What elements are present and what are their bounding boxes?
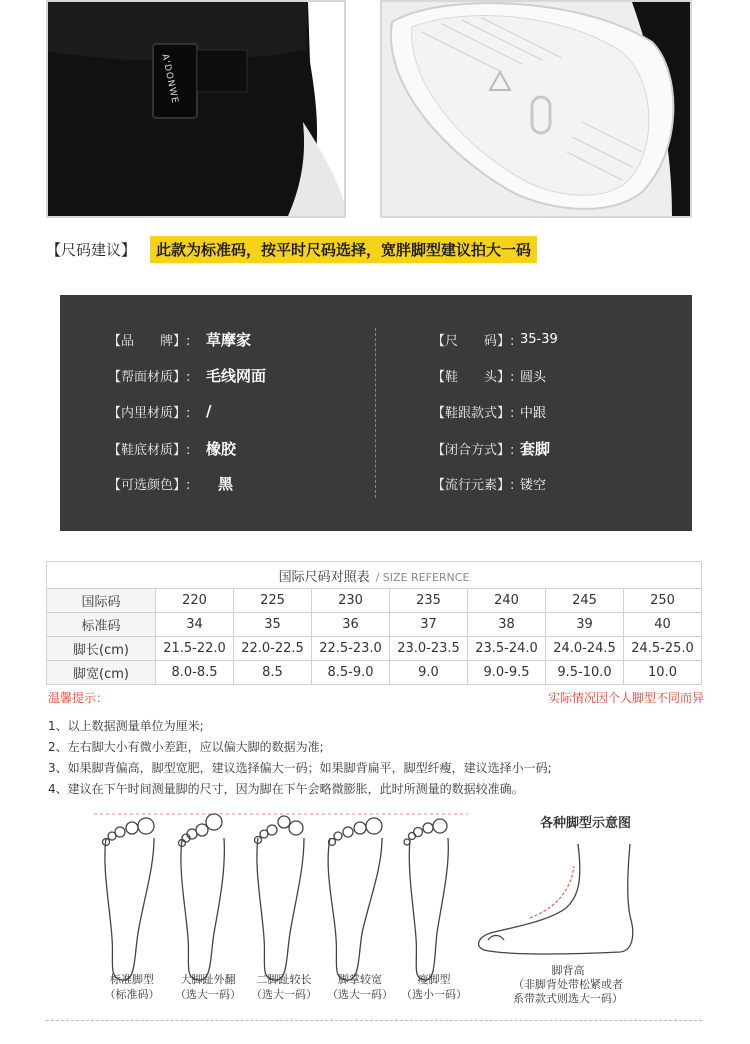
table-cell: 9.5-10.0 xyxy=(546,661,624,685)
table-row xyxy=(47,661,702,685)
table-cell: 240 xyxy=(468,589,546,613)
sock-shoe-illustration xyxy=(48,2,344,216)
table-cell: 8.5-9.0 xyxy=(312,661,390,685)
size-advice xyxy=(46,236,537,262)
sole-illustration xyxy=(382,2,690,216)
size-table-title: 国际尺码对照表 xyxy=(278,569,370,585)
spec-value: 草摩家 xyxy=(206,330,252,349)
spec-value: 毛线网面 xyxy=(206,366,267,385)
table-row xyxy=(47,613,702,637)
size-advice-text: 此款为标准码，按平时尺码选择，宽胖脚型建议拍大一码 xyxy=(150,236,537,263)
spec-value: 中跟 xyxy=(520,405,547,421)
spec-style xyxy=(432,471,546,495)
spec-sole-material xyxy=(108,436,236,460)
bottom-divider xyxy=(46,1020,702,1021)
foot-type-name: 二脚趾较长 xyxy=(256,973,312,986)
table-cell: 24.0-24.5 xyxy=(546,637,624,661)
table-cell: 245 xyxy=(546,589,624,613)
spec-brand xyxy=(108,327,251,351)
row-header: 脚长(cm) xyxy=(47,637,156,661)
foot-type-name: 标准脚型 xyxy=(110,973,154,986)
spec-heel xyxy=(432,399,546,423)
list-item: 1、以上数据测量单位为厘米; xyxy=(48,719,204,733)
notes-list xyxy=(48,716,552,800)
table-cell: 36 xyxy=(312,613,390,637)
spec-value: 橡胶 xyxy=(206,439,237,458)
size-table-subtitle: / SIZE REFERNCE xyxy=(375,570,470,584)
spec-key: 【鞋 头】: xyxy=(432,369,515,385)
foot-type-advice: （选小一码） xyxy=(401,988,467,1001)
spec-value: 圆头 xyxy=(520,369,547,385)
table-cell: 235 xyxy=(390,589,468,613)
table-cell: 8.5 xyxy=(234,661,312,685)
row-header: 脚宽(cm) xyxy=(47,661,156,685)
spec-toe xyxy=(432,363,546,387)
spec-key: 【鞋跟款式】: xyxy=(432,405,515,421)
table-cell: 22.0-22.5 xyxy=(234,637,312,661)
warm-tip-label: 温馨提示： xyxy=(48,691,109,705)
table-cell: 23.0-23.5 xyxy=(390,637,468,661)
table-cell: 8.0-8.5 xyxy=(156,661,234,685)
table-cell: 230 xyxy=(312,589,390,613)
foot-type-wide xyxy=(320,972,400,1002)
foot-type-bunion xyxy=(168,972,248,1002)
product-photo-sole xyxy=(380,0,692,218)
high-arch-foot-icon xyxy=(470,836,650,976)
table-cell: 220 xyxy=(156,589,234,613)
foot-type-advice: （选大一码） xyxy=(327,988,393,1001)
table-row xyxy=(47,637,702,661)
spec-value: 35-39 xyxy=(520,331,558,347)
spec-size xyxy=(432,327,558,351)
foot-type-name: 瘦脚型 xyxy=(417,973,451,986)
spec-key: 【可选颜色】: xyxy=(108,477,191,493)
spec-value: / xyxy=(206,402,212,420)
size-table-title-cell xyxy=(47,562,702,589)
size-advice-label: 【尺码建议】 xyxy=(46,240,137,259)
table-cell: 23.5-24.0 xyxy=(468,637,546,661)
spec-value: 套脚 xyxy=(520,439,551,458)
spec-value: 黑 xyxy=(218,474,234,493)
table-cell: 250 xyxy=(624,589,702,613)
list-item: 4、建议在下午时间测量脚的尺寸，因为脚在下午会略微膨胀，此时所测量的数据较准确。 xyxy=(48,782,524,796)
foot-type-advice: （选大一码） xyxy=(251,988,317,1001)
table-cell: 21.5-22.0 xyxy=(156,637,234,661)
table-cell: 9.0-9.5 xyxy=(468,661,546,685)
spec-divider xyxy=(375,328,376,498)
high-arch-name: 脚背高 xyxy=(551,964,585,977)
table-cell: 39 xyxy=(546,613,624,637)
foot-type-name: 脚掌较宽 xyxy=(338,973,382,986)
table-cell: 34 xyxy=(156,613,234,637)
spec-lining-material xyxy=(108,399,211,423)
row-header: 标准码 xyxy=(47,613,156,637)
size-chart-table xyxy=(46,561,702,685)
warm-tip-note: 实际情况因个人脚型不同而异 xyxy=(547,691,704,705)
spec-value: 镂空 xyxy=(520,477,547,493)
spec-key: 【流行元素】: xyxy=(432,477,515,493)
spec-key: 【内里材质】: xyxy=(108,405,191,421)
table-cell: 24.5-25.0 xyxy=(624,637,702,661)
list-item: 3、如果脚背偏高，脚型宽肥，建议选择偏大一码；如果脚背扁平，脚型纤瘦，建议选择小一码; xyxy=(48,761,552,775)
spec-key: 【闭合方式】: xyxy=(432,442,515,458)
spec-key: 【帮面材质】: xyxy=(108,369,191,385)
spec-key: 【品 牌】: xyxy=(108,333,191,349)
logo-text: A'DONWE xyxy=(159,53,180,105)
spec-colors xyxy=(108,471,233,495)
table-cell: 40 xyxy=(624,613,702,637)
table-row xyxy=(47,589,702,613)
product-photo-top xyxy=(46,0,346,218)
high-arch-note-2: 系带款式则选大一码） xyxy=(513,992,623,1005)
spec-upper-material xyxy=(108,363,266,387)
table-cell: 225 xyxy=(234,589,312,613)
foot-type-advice: （标准码） xyxy=(104,988,160,1001)
list-item: 2、左右脚大小有微小差距，应以偏大脚的数据为准; xyxy=(48,740,324,754)
table-cell: 9.0 xyxy=(390,661,468,685)
row-header: 国际码 xyxy=(47,589,156,613)
foot-type-advice: （选大一码） xyxy=(175,988,241,1001)
table-cell: 10.0 xyxy=(624,661,702,685)
size-table-title-row xyxy=(47,562,702,589)
table-cell: 22.5-23.0 xyxy=(312,637,390,661)
table-cell: 35 xyxy=(234,613,312,637)
foot-type-name: 大脚趾外翻 xyxy=(180,973,236,986)
spec-key: 【尺 码】: xyxy=(432,333,515,349)
high-arch-note-1: （非脚背处带松紧或者 xyxy=(513,978,623,991)
table-cell: 37 xyxy=(390,613,468,637)
spec-closure xyxy=(432,436,550,460)
foot-types-title: 各种脚型示意图 xyxy=(540,816,632,831)
spec-key: 【鞋底材质】: xyxy=(108,442,191,458)
foot-type-standard xyxy=(92,972,172,1002)
foot-type-slim xyxy=(394,972,474,1002)
high-arch-label xyxy=(505,964,631,1006)
table-cell: 38 xyxy=(468,613,546,637)
foot-type-long-second-toe xyxy=(244,972,324,1002)
